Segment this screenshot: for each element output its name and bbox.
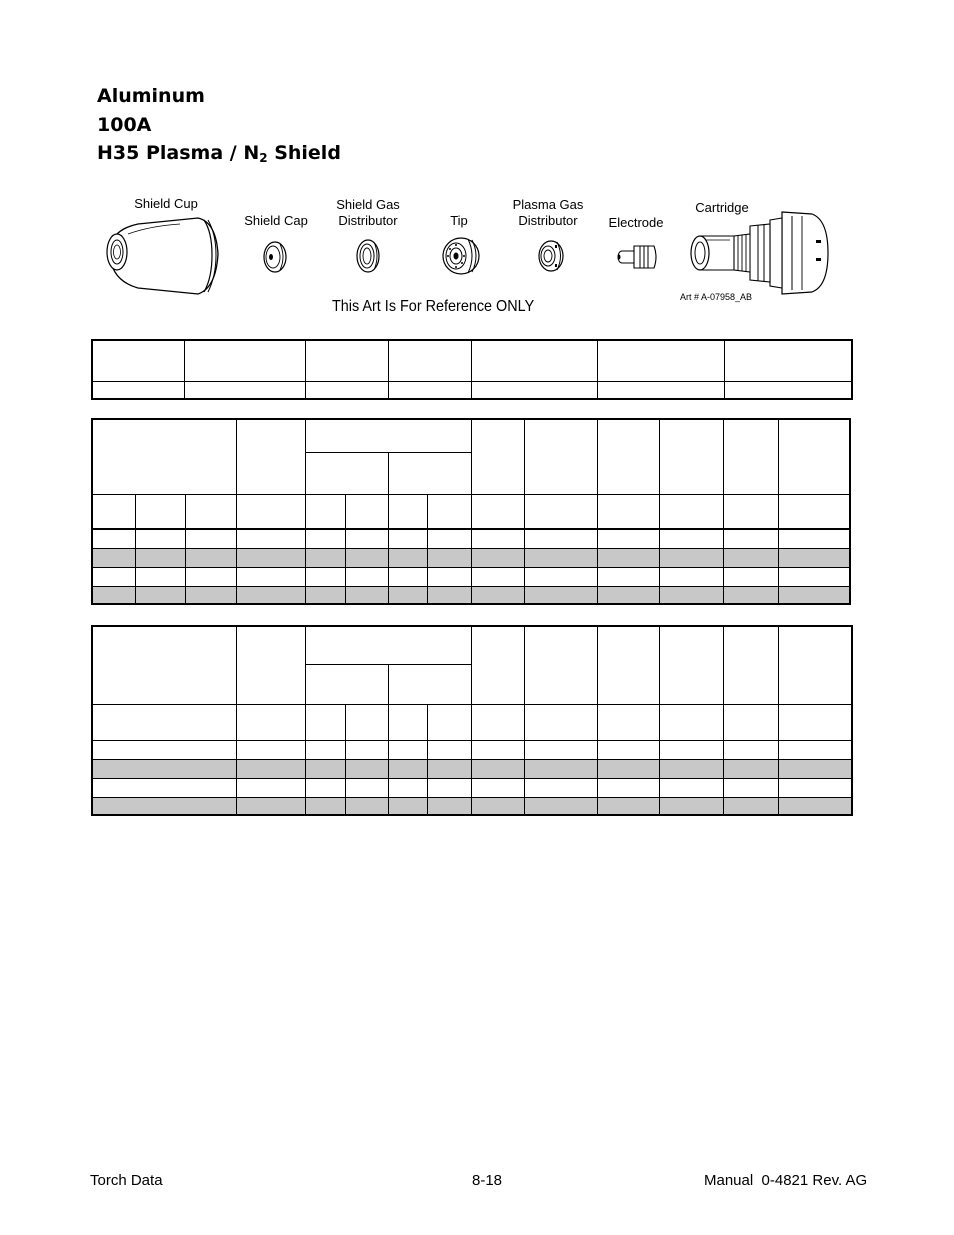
title-line-material: Aluminum (97, 85, 205, 107)
cartridge-icon (686, 210, 832, 296)
consumables-table (91, 339, 853, 400)
page-title (97, 82, 341, 168)
table-header-row (92, 419, 850, 452)
art-number: Art # A-07958_AB (680, 292, 753, 302)
plasma-gas-distributor-icon (536, 239, 566, 273)
table-row (92, 797, 852, 815)
shield-cap-icon (262, 240, 288, 274)
shield-gas-distributor-icon (355, 238, 381, 274)
shield-cup-icon (100, 212, 222, 298)
part-label-shield-cap: Shield Cap (244, 213, 308, 228)
cut-settings-table-metric (91, 418, 851, 605)
table-row (92, 740, 852, 759)
cut-settings-table-imperial (91, 625, 853, 816)
part-label-shield-cup: Shield Cup (134, 196, 198, 211)
table-header-row (92, 494, 850, 529)
part-label-tip: Tip (450, 213, 468, 228)
table-row (92, 586, 850, 604)
table-header-row (92, 626, 852, 664)
table-header-row (92, 340, 852, 381)
table-row (92, 548, 850, 567)
part-label-plasma-gas-distributor: Plasma Gas Distributor (512, 197, 584, 228)
tip-icon (440, 236, 482, 276)
table-row (92, 759, 852, 778)
part-label-cartridge: Cartridge (695, 200, 749, 215)
footer-section-title: Torch Data (90, 1172, 163, 1189)
table-row (92, 381, 852, 399)
table-row (92, 529, 850, 548)
electrode-icon (614, 242, 660, 272)
table-header-row (92, 704, 852, 740)
reference-note: This Art Is For Reference ONLY (332, 298, 535, 315)
title-line-gas: H35 Plasma / $N_2$ Shield (97, 142, 341, 165)
table-row (92, 778, 852, 797)
part-label-shield-gas-distributor: Shield Gas Distributor (336, 197, 400, 228)
footer-manual-revision: Manual 0-4821 Rev. AG (704, 1172, 868, 1189)
footer-page-number: 8-18 (472, 1172, 503, 1189)
title-line-amperage: 100A (97, 113, 152, 136)
part-label-electrode: Electrode (608, 215, 664, 230)
table-row (92, 567, 850, 586)
